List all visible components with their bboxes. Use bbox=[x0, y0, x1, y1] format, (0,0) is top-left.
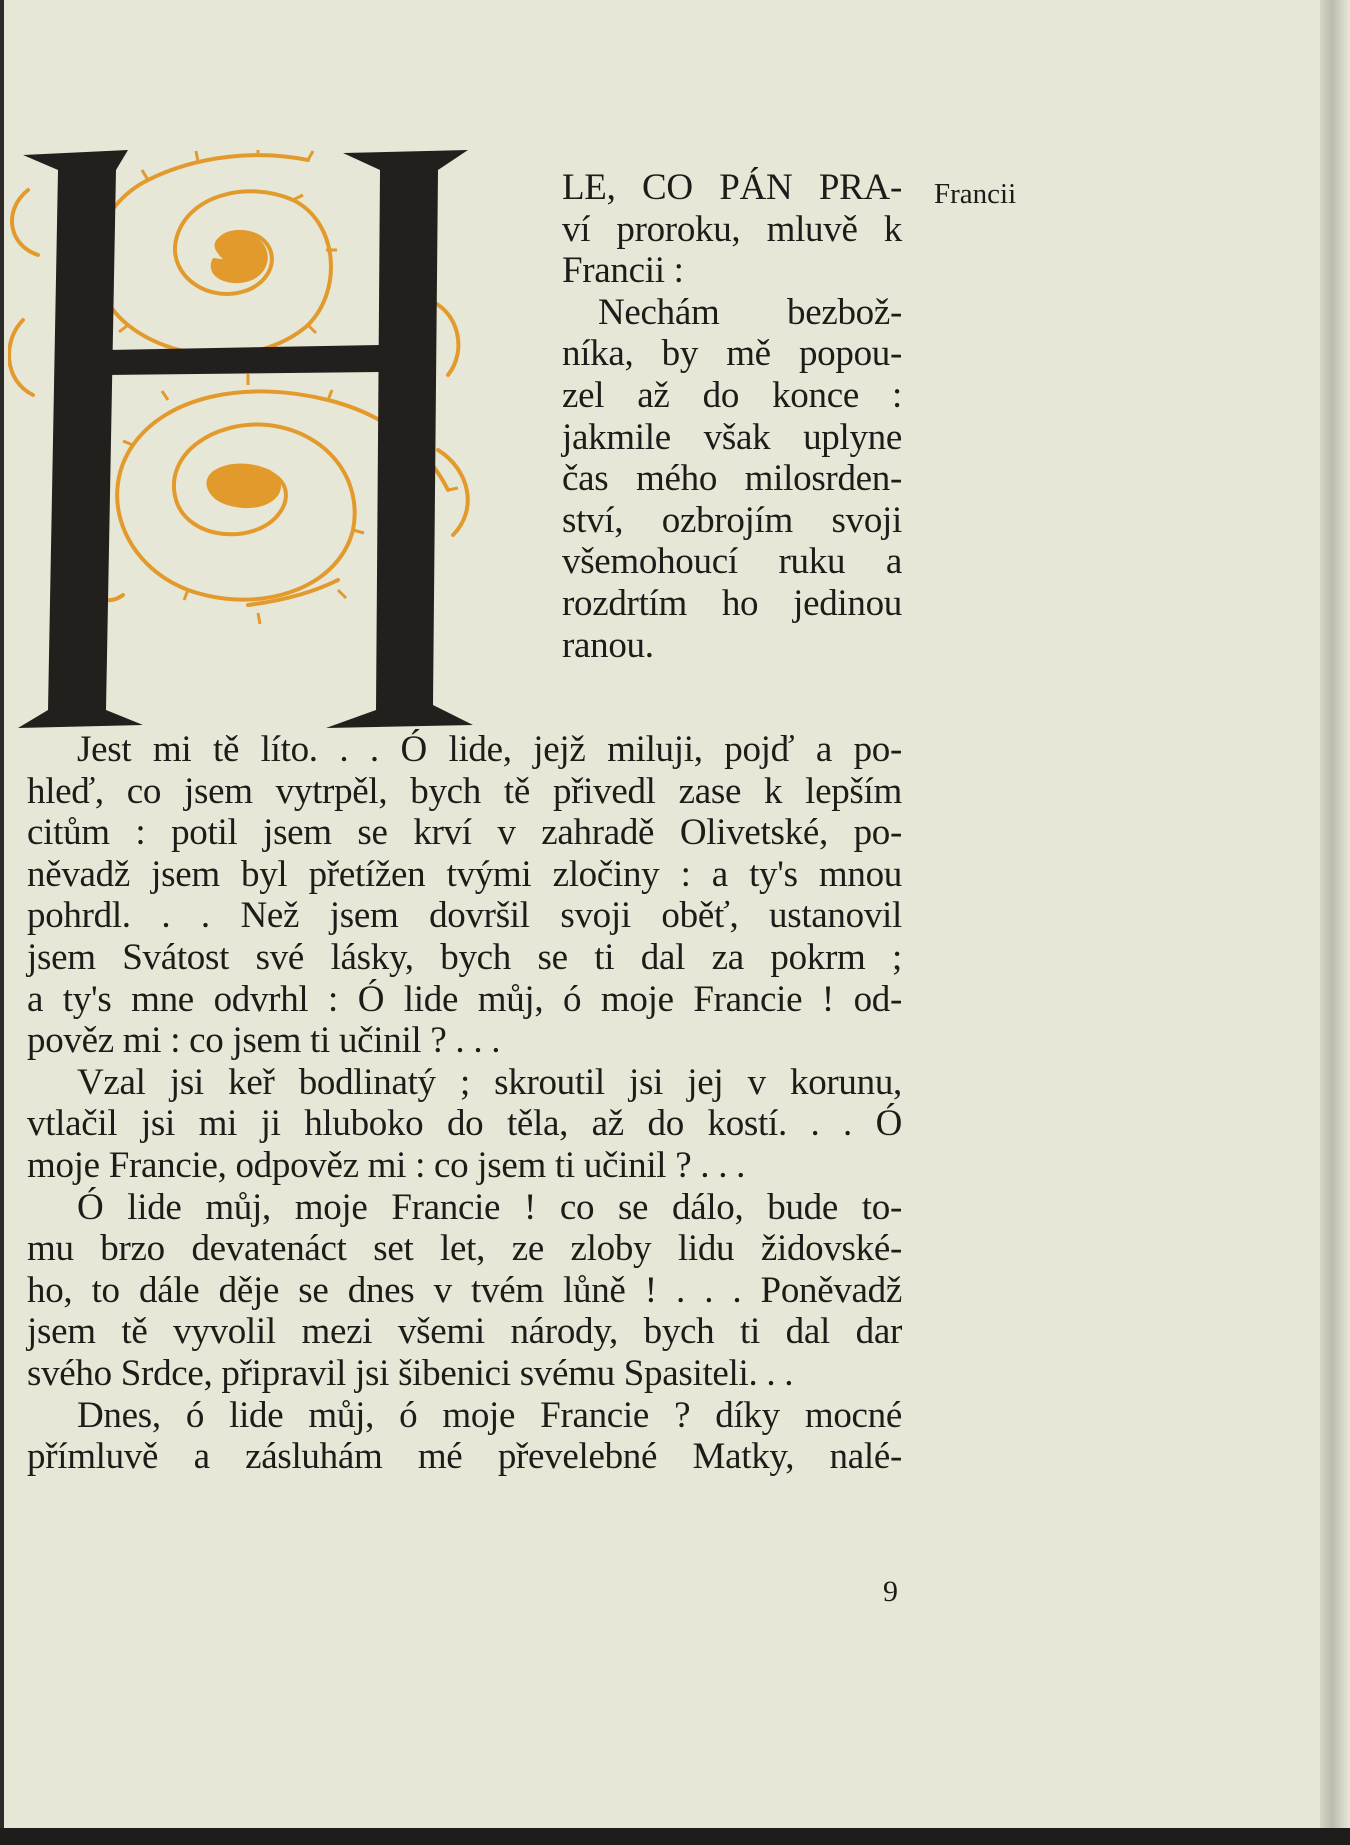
thorn-scroll-left bbox=[9, 190, 38, 395]
text-line: níka, by mě popou- bbox=[562, 333, 902, 375]
spiral-core-upper bbox=[211, 232, 268, 283]
opening-text bbox=[562, 167, 902, 666]
bottom-edge bbox=[0, 1828, 1350, 1845]
text-line: všemohoucí ruku a bbox=[562, 541, 902, 583]
text-line: a ty's mne odvrhl : Ó lide můj, ó moje Francie ! od- bbox=[27, 978, 902, 1020]
text-line: Nechám bezbož- bbox=[598, 291, 902, 333]
letter-h-crossbar bbox=[106, 345, 380, 375]
text-line: pohrdl. . . Než jsem dovršil svoji oběť, ustanovil bbox=[27, 895, 902, 937]
text-line: jsem Svátost své lásky, bych se ti dal za pokrm ; bbox=[27, 936, 902, 978]
text-line: čas mého milosrden- bbox=[562, 458, 902, 500]
body-text bbox=[27, 729, 902, 1478]
text-line: mu brzo devatenáct set let, ze zloby lidu židovské- bbox=[27, 1228, 902, 1270]
text-line: Jest mi tě líto. . . Ó lide, jejž miluji, pojď a po- bbox=[77, 729, 902, 770]
text-line: hleď, co jsem vytrpěl, bych tě přivedl zase k lepším bbox=[27, 770, 902, 812]
text-line: vtlačil jsi mi ji hluboko do těla, až do kostí. . . Ó bbox=[27, 1103, 902, 1145]
text-line: pověz mi : co jsem ti učinil ? . . . bbox=[27, 1020, 501, 1062]
letter-h-left-stem bbox=[18, 150, 143, 728]
text-line: ství, ozbrojím svoji bbox=[562, 499, 902, 541]
page-edge bbox=[1320, 0, 1350, 1845]
text-line: Dnes, ó lide můj, ó moje Francie ? díky mocné bbox=[77, 1394, 902, 1436]
text-line: moje Francie, odpověz mi : co jsem ti učinil ? . . . bbox=[27, 1144, 746, 1186]
text-line: citům : potil jsem se krví v zahradě Olivetské, po- bbox=[27, 812, 902, 854]
text-line: něvadž jsem byl přetížen tvými zločiny : a ty's mnou bbox=[27, 853, 902, 895]
decorated-initial bbox=[8, 150, 560, 728]
text-line: Francii : bbox=[562, 250, 684, 292]
thorn-spiral-upper bbox=[96, 155, 331, 355]
text-line: rozdrtím ho jedinou bbox=[562, 582, 902, 624]
text-line: Ó lide můj, moje Francie ! co se dálo, bude to- bbox=[77, 1186, 902, 1228]
margin-note: Francii bbox=[934, 178, 1017, 210]
spiral-core-lower bbox=[206, 464, 281, 509]
text-line: svého Srdce, připravil jsi šibenici svému Spasiteli. . . bbox=[27, 1352, 794, 1394]
text-line: jsem tě vyvolil mezi všemi národy, bych ti dal dar bbox=[27, 1311, 902, 1353]
page-number: 9 bbox=[883, 1575, 898, 1608]
text-line: přímluvě a zásluhám mé převelebné Matky, nalé- bbox=[27, 1436, 902, 1478]
text-line: ví proroku, mluvě k bbox=[562, 208, 902, 250]
text-line: ranou. bbox=[562, 624, 654, 666]
text-line: jakmile však uplyne bbox=[562, 416, 902, 458]
letter-h-right-stem bbox=[326, 150, 473, 728]
text-line: ho, to dále děje se dnes v tvém lůně ! . . . Poněvadž bbox=[27, 1269, 902, 1311]
text-line: LE, CO PÁN PRA- bbox=[562, 167, 902, 208]
text-line: zel až do konce : bbox=[562, 374, 902, 416]
text-line: Vzal jsi keř bodlinatý ; skroutil jsi jej v korunu, bbox=[77, 1061, 902, 1103]
